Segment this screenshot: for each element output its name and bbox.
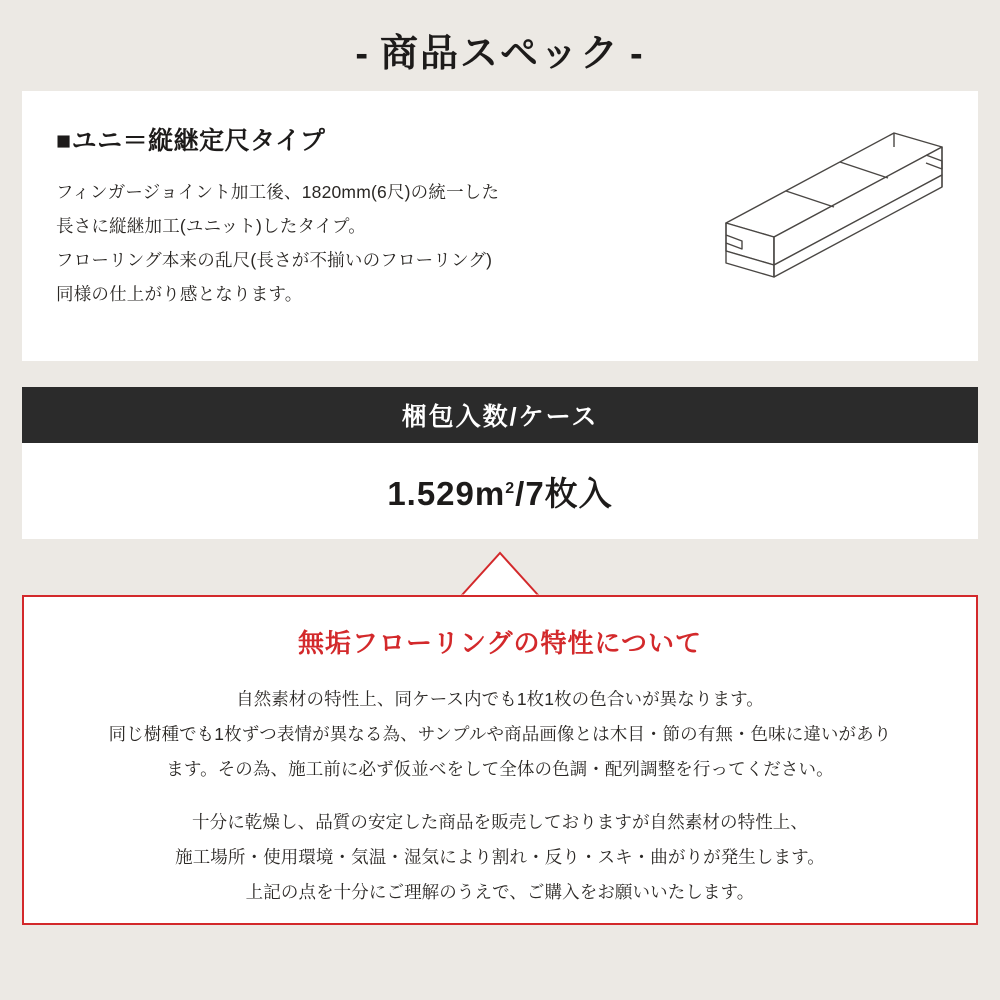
- callout-arrow-icon: [460, 550, 540, 596]
- qty-pieces: /7枚入: [515, 474, 613, 512]
- spec-description-line: フローリング本来の乱尺(長さが不揃いのフローリング): [56, 250, 493, 271]
- package-qty-box: [22, 443, 978, 539]
- qty-number: 1.529: [387, 474, 475, 512]
- title-dash-right: -: [630, 33, 645, 75]
- notice-paragraph-line: ます。その為、施工前に必ず仮並べをして全体の色調・配列調整を行ってください。: [166, 759, 834, 779]
- page-title: [345, 22, 654, 77]
- title-dash-left: -: [355, 33, 370, 75]
- paragraph-gap: [54, 787, 946, 805]
- notice-box: [22, 595, 978, 925]
- page-title-text: 商品スペック: [379, 33, 620, 75]
- notice-title: 無垢フローリングの特性について: [298, 628, 702, 658]
- notice-paragraph-line: 同じ樹種でも1枚ずつ表情が異なる為、サンプルや商品画像とは木目・節の有無・色味に違いがあり: [108, 724, 892, 744]
- spec-description-line: フィンガージョイント加工後、1820mm(6尺)の統一した: [56, 182, 500, 202]
- spec-description-line: 同様の仕上がり感となります。: [56, 284, 303, 305]
- flooring-plank-illustration: [626, 125, 956, 335]
- notice-paragraph-line: 十分に乾燥し、品質の安定した商品を販売しておりますが自然素材の特性上、: [192, 812, 808, 832]
- notice-paragraph-line: 上記の点を十分にご理解のうえで、ご購入をお願いいたします。: [245, 882, 755, 902]
- package-qty-bar: [22, 387, 978, 443]
- package-qty-bar-label: 梱包入数/ケース: [401, 403, 599, 431]
- callout-arrow-zone: [22, 539, 978, 595]
- package-qty-value: [387, 468, 612, 515]
- notice-paragraph-line: 自然素材の特性上、同ケース内でも1枚1枚の色合いが異なります。: [236, 689, 764, 709]
- qty-unit-exponent: 2: [505, 479, 516, 497]
- spec-description: [56, 175, 636, 312]
- notice-paragraph-line: 施工場所・使用環境・気温・湿気により割れ・反り・スキ・曲がりが発生します。: [175, 847, 825, 867]
- spec-description-line: 長さに縦継加工(ユニット)したタイプ。: [56, 216, 366, 237]
- spec-heading: ■ユニ＝縦継定尺タイプ: [56, 127, 326, 155]
- page-title-container: [0, 0, 1000, 91]
- spec-card: [22, 91, 978, 361]
- qty-unit: m: [474, 474, 506, 512]
